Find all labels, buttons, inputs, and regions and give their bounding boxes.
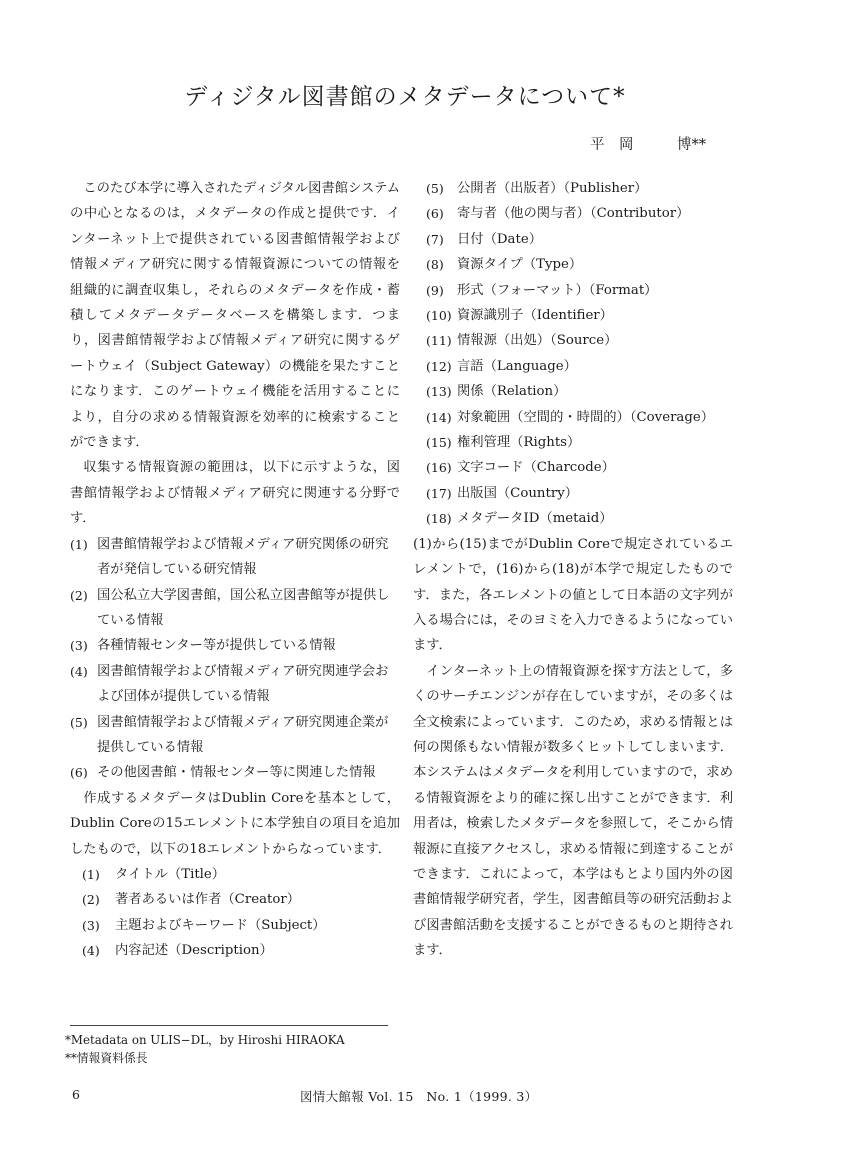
element-item xyxy=(413,379,733,404)
footnote-divider xyxy=(70,1025,388,1026)
footnotes xyxy=(65,1031,345,1067)
element-number: (17) xyxy=(426,485,452,501)
element-number: (5) xyxy=(426,181,444,196)
element-item xyxy=(413,430,733,455)
element-text: メタデータID（metaid） xyxy=(457,511,613,527)
element-item xyxy=(70,913,400,938)
element-number: (15) xyxy=(426,435,452,451)
right-column xyxy=(413,176,733,964)
author-name: 平 岡 博** xyxy=(590,137,706,153)
element-item xyxy=(413,354,733,379)
scope-paragraph: 収集する情報資源の範囲は，以下に示すような，図書館情報学および情報メディア研究に関連する分野です． xyxy=(70,460,400,527)
scope-item-number: (2) xyxy=(70,587,88,603)
element-number: (6) xyxy=(426,206,444,222)
element-number: (2) xyxy=(82,892,100,908)
element-text: 文字コード（Charcode） xyxy=(457,460,615,476)
element-item xyxy=(413,303,733,328)
scope-item xyxy=(70,760,400,785)
element-item xyxy=(413,455,733,480)
element-item xyxy=(413,252,733,277)
intro-paragraph: このたび本学に導入されたディジタル図書館システムの中心となるのは，メタデータの作成と提供です．インターネット上で提供されている図書館情報学および情報メディア研究に関する情報資源についての情報を組織的に調査収集し，それらのメタデータを作成・蓄積してメタデータデータベースを構築します．つまり，図書館情報学および情報メディア研究に関するゲートウェイ（Subject Gateway）の機能を果たすことになります．このゲートウェイ機能を活用することにより，自分の求める情報資源を効率的に検索することができます． xyxy=(70,181,400,451)
scope-item-number: (4) xyxy=(70,663,88,679)
element-text: タイトル（Title） xyxy=(115,866,226,882)
metadata-paragraph: 作成するメタデータはDublin Coreを基本として，Dublin Coreの15エレメントに本学独自の項目を追加したもので，以下の18エレメントからなっています． xyxy=(70,790,400,857)
element-text: 情報源（出処）（Source） xyxy=(457,333,618,349)
element-item xyxy=(70,862,400,887)
article-title: ディジタル図書館のメタデータについて* xyxy=(184,84,626,110)
element-item xyxy=(413,201,733,226)
element-text: 出版国（Country） xyxy=(457,485,579,501)
element-item xyxy=(413,328,733,353)
journal-citation: 図情大館報 Vol. 15 No. 1（1999. 3） xyxy=(300,1089,538,1104)
scope-item-number: (5) xyxy=(70,714,88,730)
left-column xyxy=(70,176,400,964)
page-number: 6 xyxy=(72,1087,80,1102)
element-text: 主題およびキーワード（Subject） xyxy=(115,917,326,933)
scope-item-number: (6) xyxy=(70,765,88,781)
element-number: (3) xyxy=(82,917,100,933)
scope-item-text: 国公私立大学図書館，国公私立図書館等が提供している情報 xyxy=(97,587,390,628)
element-number: (7) xyxy=(426,231,444,247)
element-text: 資源識別子（Identifier） xyxy=(457,308,613,324)
element-item xyxy=(413,481,733,506)
element-text: 内容記述（Description） xyxy=(115,943,273,959)
scope-item-text: 図書館情報学および情報メディア研究関連企業が提供している情報 xyxy=(97,714,389,755)
scope-item xyxy=(70,710,400,761)
element-number: (12) xyxy=(426,358,452,374)
element-number: (16) xyxy=(426,460,452,476)
element-text: 形式（フォーマット）（Format） xyxy=(457,282,658,298)
element-number: (18) xyxy=(426,511,452,527)
element-text: 権利管理（Rights） xyxy=(457,435,581,451)
scope-item xyxy=(70,583,400,634)
scope-item xyxy=(70,633,400,658)
scope-item-text: 各種情報センター等が提供している情報 xyxy=(97,638,336,654)
element-text: 公開者（出版者）（Publisher） xyxy=(457,181,648,196)
scope-item xyxy=(70,659,400,710)
scope-item xyxy=(70,532,400,583)
element-item xyxy=(413,405,733,430)
element-item xyxy=(413,278,733,303)
element-text: 寄与者（他の関与者）（Contributor） xyxy=(457,206,690,222)
elements-note-paragraph: (1)から(15)までがDublin Coreで規定されているエレメントで，(16)から(18)が本学で規定したものです．また，各エレメントの値として日本語の文字列が入る場合には，そのヨミを入力できるようになっています． xyxy=(413,536,733,654)
scope-item-number: (3) xyxy=(70,638,88,654)
element-number: (14) xyxy=(426,409,452,425)
footnote-english-title: *Metadata on ULIS−DL，by Hiroshi HIRAOKA xyxy=(65,1033,345,1047)
element-number: (4) xyxy=(82,943,100,959)
scope-item-text: その他図書館・情報センター等に関連した情報 xyxy=(97,765,376,781)
element-number: (8) xyxy=(426,257,444,273)
element-text: 資源タイプ（Type） xyxy=(457,257,583,273)
element-text: 対象範囲（空間的・時間的）（Coverage） xyxy=(457,409,715,425)
element-text: 日付（Date） xyxy=(457,231,542,247)
element-item xyxy=(413,227,733,252)
element-item xyxy=(413,506,733,531)
search-paragraph: インターネット上の情報資源を探す方法として，多くのサーチエンジンが存在していますが，その多くは全文検索によっています．このため，求める情報とは何の関係もない情報が数多くヒットしてしまいます．本システムはメタデータを利用していますので，求める情報資源をより的確に探し出すことができます．利用者は，検索したメタデータを参照して，そこから情報源に直接アクセスし，求める情報に到達することができます．これによって，本学はもとより国内外の図書館情報学研究者，学生，図書館員等の研究活動および図書館活動を支援することができるものと期待されます． xyxy=(413,663,733,959)
element-item xyxy=(70,938,400,963)
scope-item-text: 図書館情報学および情報メディア研究関係の研究者が発信している研究情報 xyxy=(97,536,389,578)
element-item xyxy=(413,176,733,201)
element-text: 言語（Language） xyxy=(457,358,577,374)
element-number: (10) xyxy=(426,308,452,324)
scope-item-text: 図書館情報学および情報メディア研究関連学会および団体が提供している情報 xyxy=(97,663,389,705)
element-text: 関係（Relation） xyxy=(457,384,567,400)
footnote-author-role: **情報資料係長 xyxy=(65,1051,148,1065)
element-number: (11) xyxy=(426,333,452,349)
element-number: (9) xyxy=(426,282,444,298)
scope-item-number: (1) xyxy=(70,536,88,552)
element-item xyxy=(70,887,400,912)
element-text: 著者あるいは作者（Creator） xyxy=(115,892,301,908)
element-number: (1) xyxy=(82,866,100,882)
element-number: (13) xyxy=(426,384,452,400)
